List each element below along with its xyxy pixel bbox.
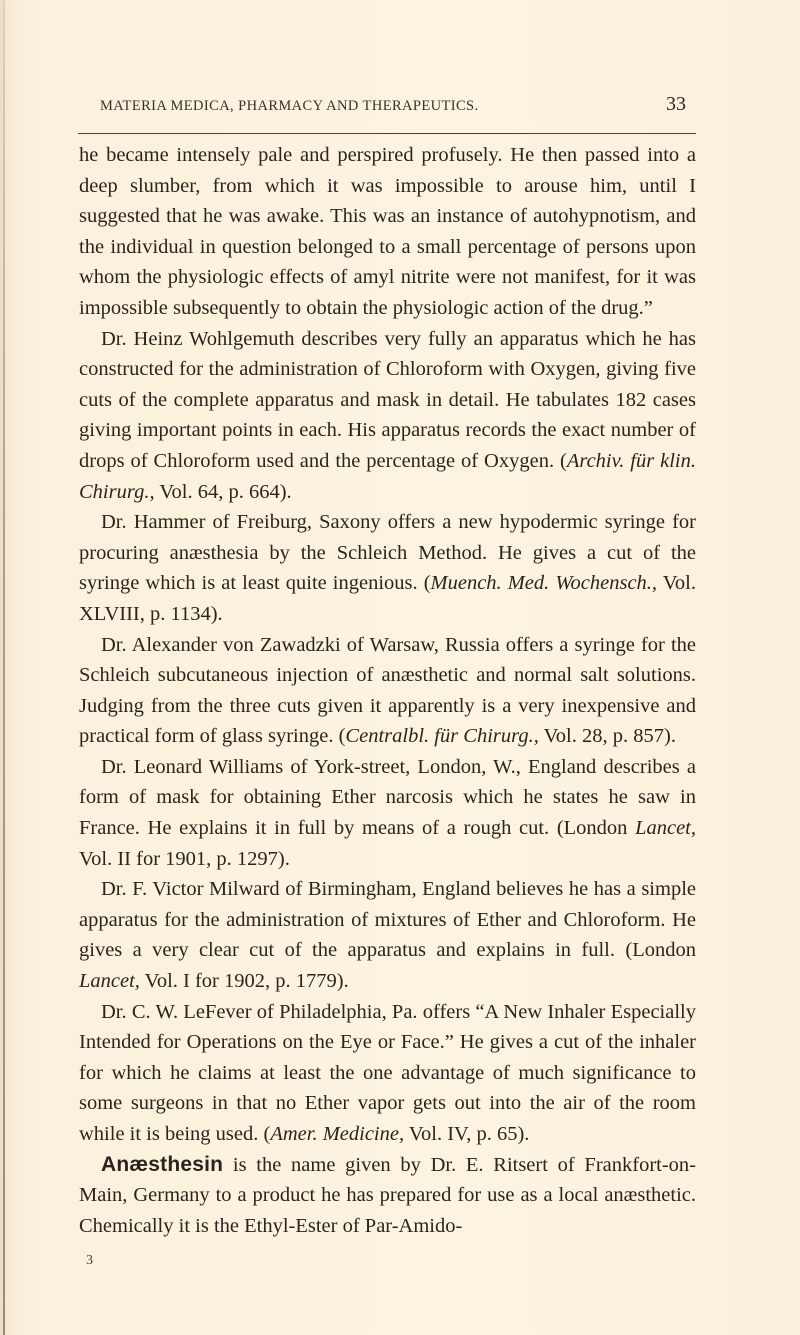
paragraph-lefever: Dr. C. W. LeFever of Philadelphia, Pa. offers “A New Inhaler Especially Intended for Operations on the Eye or Face.” He gives a cut of the inhaler for which he claims at least the one advantage of much significance to some surgeons in that no Ether vapor gets out into the air of the room while it is being used. (Amer. Medicine, Vol. IV, p. 65).	[79, 1000, 696, 1145]
citation-journal: Archiv. für klin. Chirurg.,	[79, 449, 697, 503]
entry-heading-term: Anæsthesin	[101, 1152, 224, 1176]
paragraph-zawadzki: Dr. Alexander von Zawadzki of Warsaw, Russia offers a syringe for the Schleich subcutaneous injection of anæsthetic and normal salt solutions. Judging from the three cuts given it apparently is a very inexpensive and practical form of glass syringe. (Centralbl. für Chirurg., Vol. 28, p. 857).	[79, 633, 696, 748]
paragraph-williams: Dr. Leonard Williams of York-street, London, W., England describes a form of mask for obtaining Ether narcosis which he states he saw in France. He explains it in full by means of a rough cut. (London Lancet, Vol. II for 1901, p. 1297).	[79, 755, 696, 870]
paragraph-milward: Dr. F. Victor Milward of Birmingham, England believes he has a simple apparatus for the administration of mixtures of Ether and Chloroform. He gives a very clear cut of the apparatus and explains in full. (London Lancet, Vol. I for 1902, p. 1779).	[79, 878, 696, 993]
binding-gutter-edge	[3, 0, 5, 1335]
paragraph-hammer: Dr. Hammer of Freiburg, Saxony offers a new hypodermic syringe for procuring anæsthesia by the Schleich Method. He gives a cut of the syringe which is at least quite ingenious. (Muench. Med. Wochensch., Vol. XLVIII, p. 1134).	[79, 511, 696, 625]
citation-journal: Centralbl. für Chirurg.,	[345, 725, 539, 748]
running-head-title: MATERIA MEDICA, PHARMACY AND THERAPEUTICS.	[100, 98, 479, 114]
citation-journal: Lancet,	[635, 817, 696, 840]
signature-mark: 3	[86, 1253, 93, 1268]
paragraph-wohlgemuth: Dr. Heinz Wohlgemuth describes very fully an apparatus which he has constructed for the administration of Chloroform with Oxygen, giving five cuts of the complete apparatus and mask in detail. He tabulates 182 cases giving important points in each. His apparatus records the exact number of drops of Chloroform used and the percentage of Oxygen. (Archiv. für klin. Chirurg., Vol. 64, p. 664).	[79, 327, 697, 503]
paragraph-anaesthesin: Anæsthesin is the name given by Dr. E. Ritsert of Frankfort-on-Main, Germany to a product he has prepared for use as a local anæsthetic. Chemically it is the Ethyl-Ester of Par-Amido-	[79, 1152, 696, 1237]
citation-journal: Lancet,	[79, 970, 140, 993]
page-number: 33	[666, 93, 686, 115]
paragraph-continued-quote: he became intensely pale and perspired profusely. He then passed into a deep slumber, from which it was impossible to arouse him, until I suggested that he was awake. This was an instance of autohypnotism, and the individual in question belonged to a small percentage of persons upon whom the physiologic effects of amyl nitrite were not manifest, for it was impossible subsequently to obtain the physiologic action of the drug.”	[79, 144, 696, 319]
header-rule	[78, 133, 696, 134]
citation-journal: Amer. Medicine,	[270, 1123, 405, 1145]
citation-journal: Muench. Med. Wochensch.,	[430, 572, 658, 595]
body-text	[79, 140, 696, 1241]
